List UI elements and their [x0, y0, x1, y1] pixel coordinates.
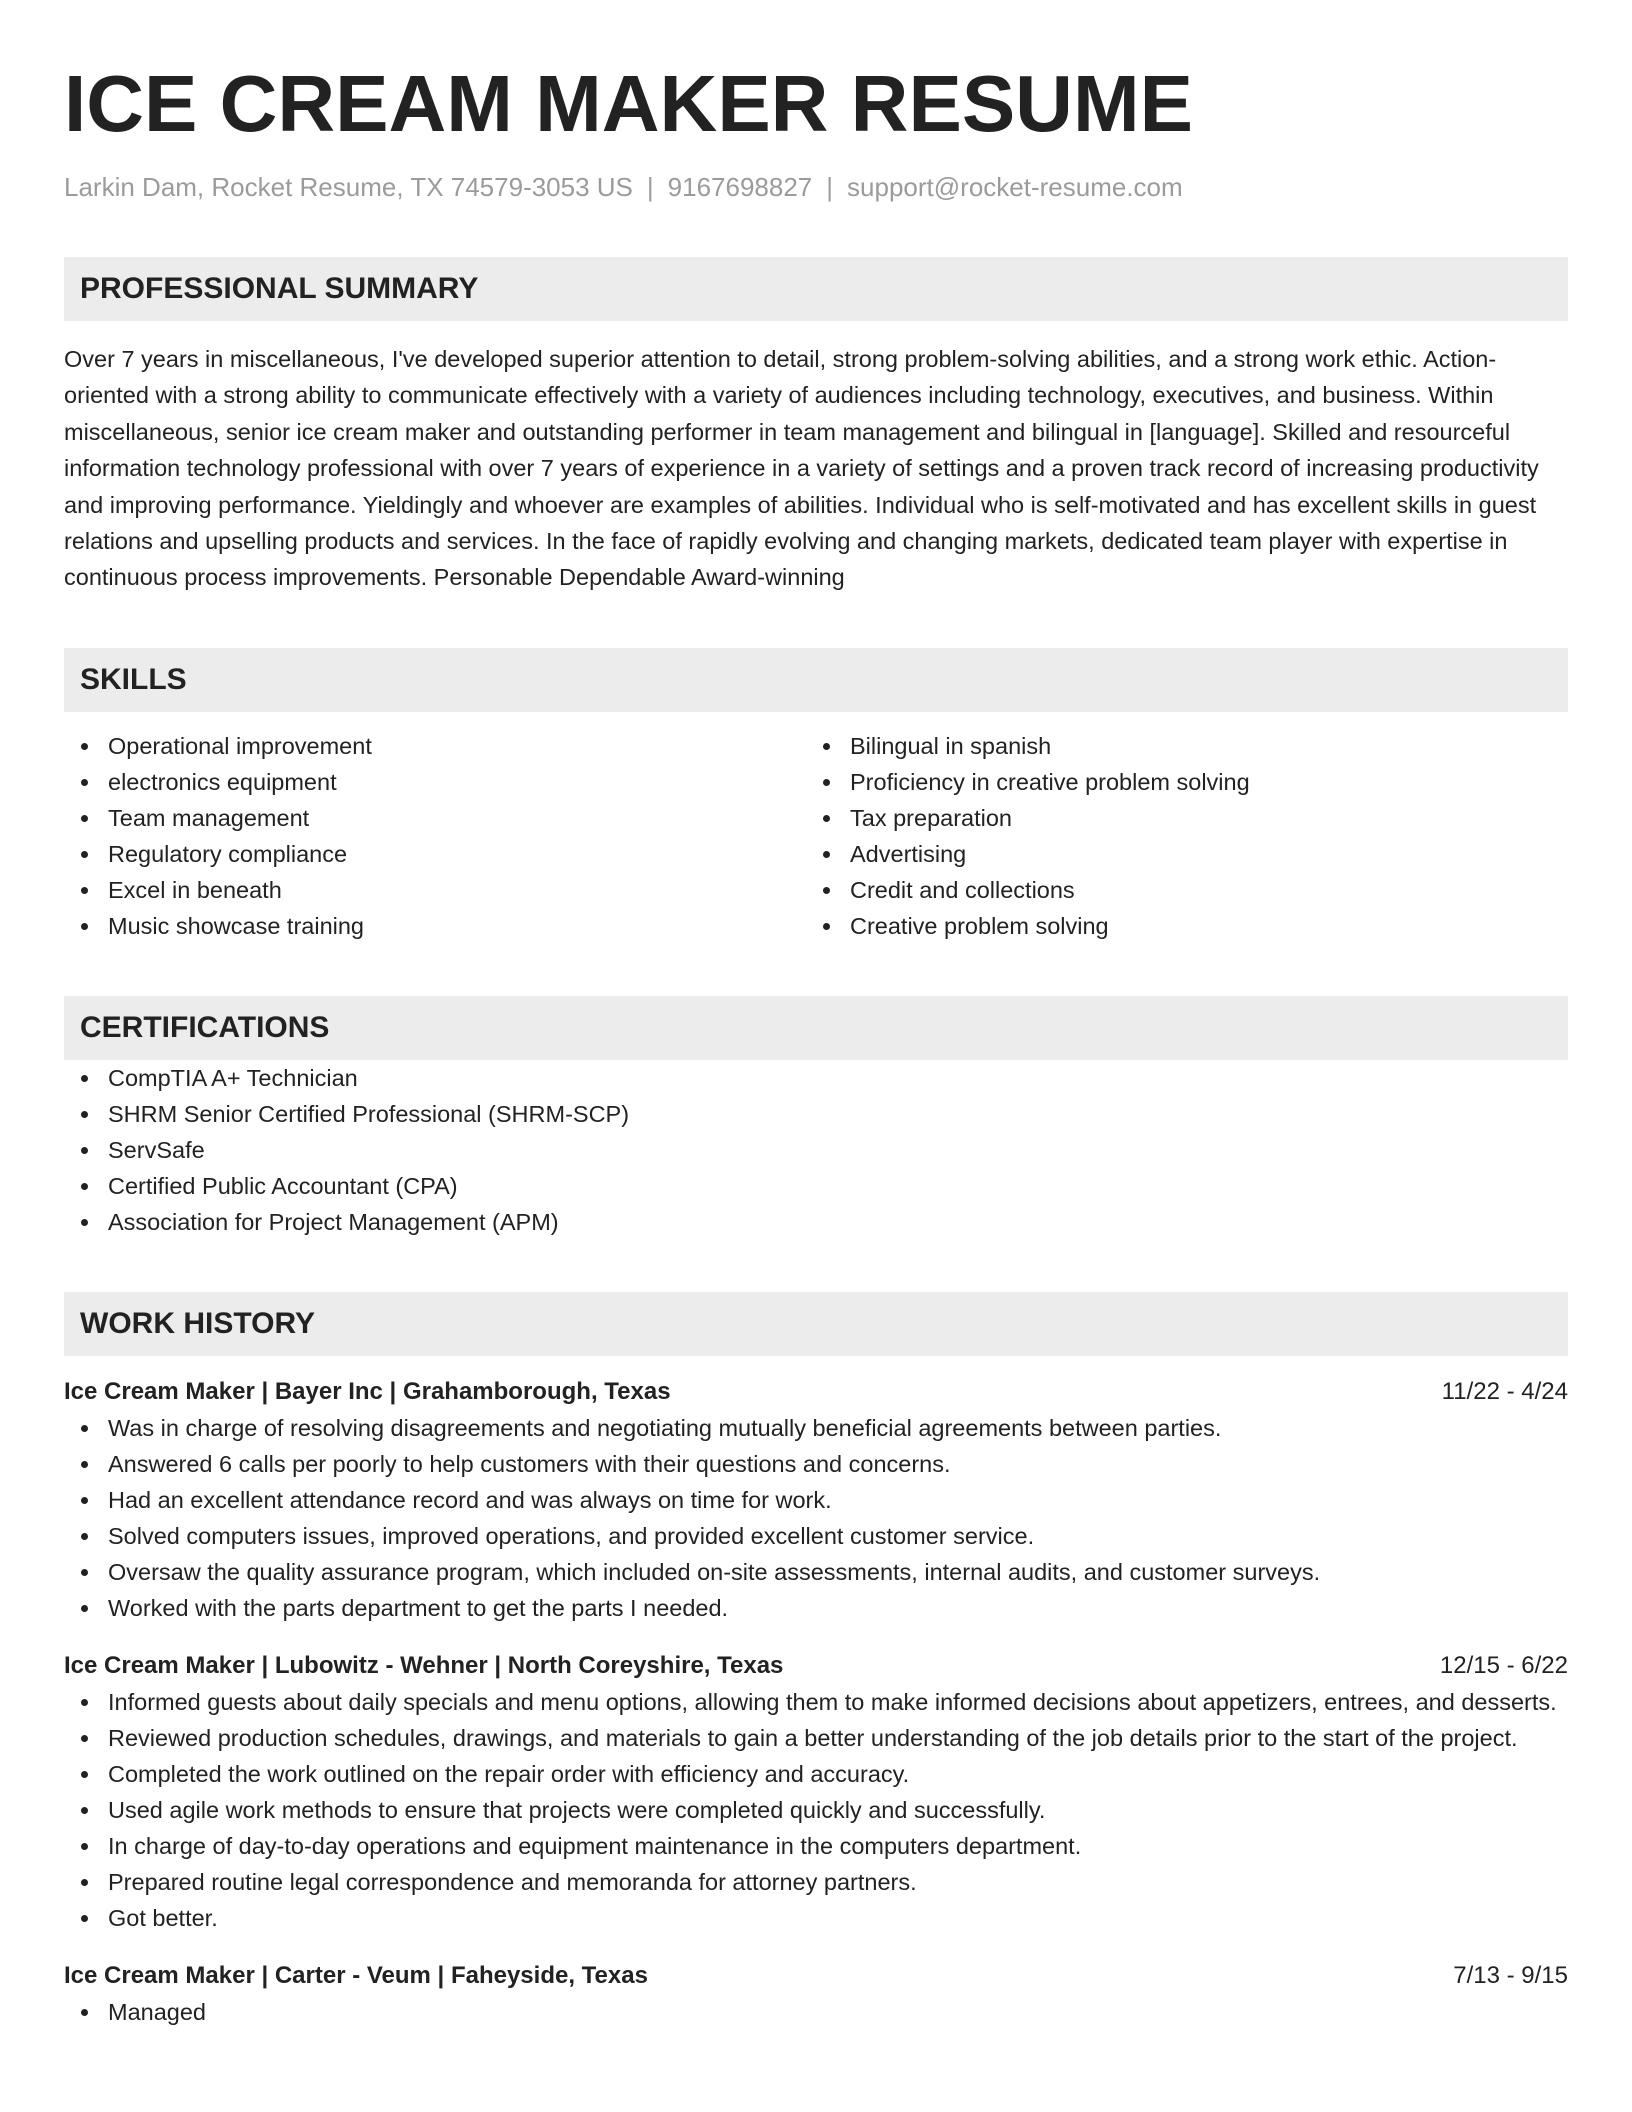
job-bullet: Managed — [64, 1994, 1568, 2030]
job-dates: 12/15 - 6/22 — [1439, 1651, 1568, 1679]
job-bullet: Prepared routine legal correspondence and memoranda for attorney partners. — [64, 1864, 1568, 1900]
job-entry — [64, 1958, 1568, 2030]
job-title: Ice Cream Maker | Bayer Inc | Grahamborough, Texas — [64, 1377, 671, 1405]
job-bullet: Oversaw the quality assurance program, which included on-site assessments, internal audits, and customer surveys. — [64, 1554, 1568, 1590]
job-bullet: Was in charge of resolving disagreements and negotiating mutually beneficial agreements between parties. — [64, 1410, 1568, 1446]
skill-item: Advertising — [806, 836, 1548, 872]
resume-page — [64, 0, 1568, 2052]
contact-separator: | — [826, 172, 834, 202]
job-bullets — [64, 1410, 1568, 1626]
contact-phone: 9167698827 — [667, 172, 813, 202]
job-bullets — [64, 1994, 1568, 2030]
skills-list — [64, 728, 1568, 944]
job-bullet: Reviewed production schedules, drawings, and materials to gain a better understanding of the job details prior to the start of the project. — [64, 1720, 1568, 1756]
job-title: Ice Cream Maker | Lubowitz - Wehner | North Coreyshire, Texas — [64, 1651, 784, 1679]
skill-item: Regulatory compliance — [64, 836, 806, 872]
skill-item: Bilingual in spanish — [806, 728, 1548, 764]
certifications-list — [64, 1060, 1568, 1240]
job-dates: 11/22 - 4/24 — [1441, 1377, 1568, 1405]
skill-item: Tax preparation — [806, 800, 1548, 836]
job-bullet: Informed guests about daily specials and menu options, allowing them to make informed decisions about appetizers, entrees, and desserts. — [64, 1684, 1568, 1720]
job-title: Ice Cream Maker | Carter - Veum | Faheyside, Texas — [64, 1961, 648, 1989]
certification-item: CompTIA A+ Technician — [64, 1060, 1568, 1096]
certification-item: Certified Public Accountant (CPA) — [64, 1168, 1568, 1204]
job-bullet: In charge of day-to-day operations and equipment maintenance in the computers department. — [64, 1828, 1568, 1864]
contact-separator: | — [646, 172, 654, 202]
summary-heading: PROFESSIONAL SUMMARY — [64, 257, 1568, 321]
job-header — [64, 1958, 1568, 1994]
summary-text: Over 7 years in miscellaneous, I've developed superior attention to detail, strong problem-solving abilities, and a strong work ethic. Action-oriented with a strong ability to communicate effectively with a variety of audiences including technology, executives, and business. Within miscellaneous, senior ice cream maker and outstanding performer in team management and bilingual in [language]. Skilled and resourceful information technology professional with over 7 years of experience in a variety of settings and a proven track record of increasing productivity and improving performance. Yieldingly and whoever are examples of abilities. Individual who is self-motivated and has excellent skills in guest relations and upselling products and services. In the face of rapidly evolving and changing markets, dedicated team player with expertise in continuous process improvements. Personable Dependable Award-winning — [64, 346, 1539, 591]
job-bullet: Answered 6 calls per poorly to help customers with their questions and concerns. — [64, 1446, 1568, 1482]
skill-item: Credit and collections — [806, 872, 1548, 908]
skill-item: Operational improvement — [64, 728, 806, 764]
job-entry — [64, 1374, 1568, 1626]
job-bullet: Got better. — [64, 1900, 1568, 1936]
skills-right-column — [806, 728, 1548, 944]
job-bullet: Had an excellent attendance record and was always on time for work. — [64, 1482, 1568, 1518]
certification-item: ServSafe — [64, 1132, 1568, 1168]
certifications-heading: CERTIFICATIONS — [64, 996, 1568, 1060]
skill-item: electronics equipment — [64, 764, 806, 800]
job-bullet: Worked with the parts department to get the parts I needed. — [64, 1590, 1568, 1626]
job-header — [64, 1648, 1568, 1684]
skill-item: Music showcase training — [64, 908, 806, 944]
skill-item: Team management — [64, 800, 806, 836]
skill-item: Creative problem solving — [806, 908, 1548, 944]
skills-left-column — [64, 728, 806, 944]
contact-email: support@rocket-resume.com — [847, 172, 1183, 202]
job-header — [64, 1374, 1568, 1410]
job-entry — [64, 1648, 1568, 1936]
job-bullet: Used agile work methods to ensure that projects were completed quickly and successfully. — [64, 1792, 1568, 1828]
contact-line — [64, 170, 1568, 204]
skill-item: Excel in beneath — [64, 872, 806, 908]
skills-heading: SKILLS — [64, 648, 1568, 712]
skill-item: Proficiency in creative problem solving — [806, 764, 1548, 800]
job-bullets — [64, 1684, 1568, 1936]
work-history-heading: WORK HISTORY — [64, 1292, 1568, 1356]
contact-address: Larkin Dam, Rocket Resume, TX 74579-3053 US — [64, 172, 633, 202]
job-bullet: Solved computers issues, improved operations, and provided excellent customer service. — [64, 1518, 1568, 1554]
job-bullet: Completed the work outlined on the repair order with efficiency and accuracy. — [64, 1756, 1568, 1792]
certification-item: SHRM Senior Certified Professional (SHRM-SCP) — [64, 1096, 1568, 1132]
job-dates: 7/13 - 9/15 — [1453, 1961, 1568, 1989]
certification-item: Association for Project Management (APM) — [64, 1204, 1568, 1240]
resume-title: ICE CREAM MAKER RESUME — [64, 59, 1193, 148]
